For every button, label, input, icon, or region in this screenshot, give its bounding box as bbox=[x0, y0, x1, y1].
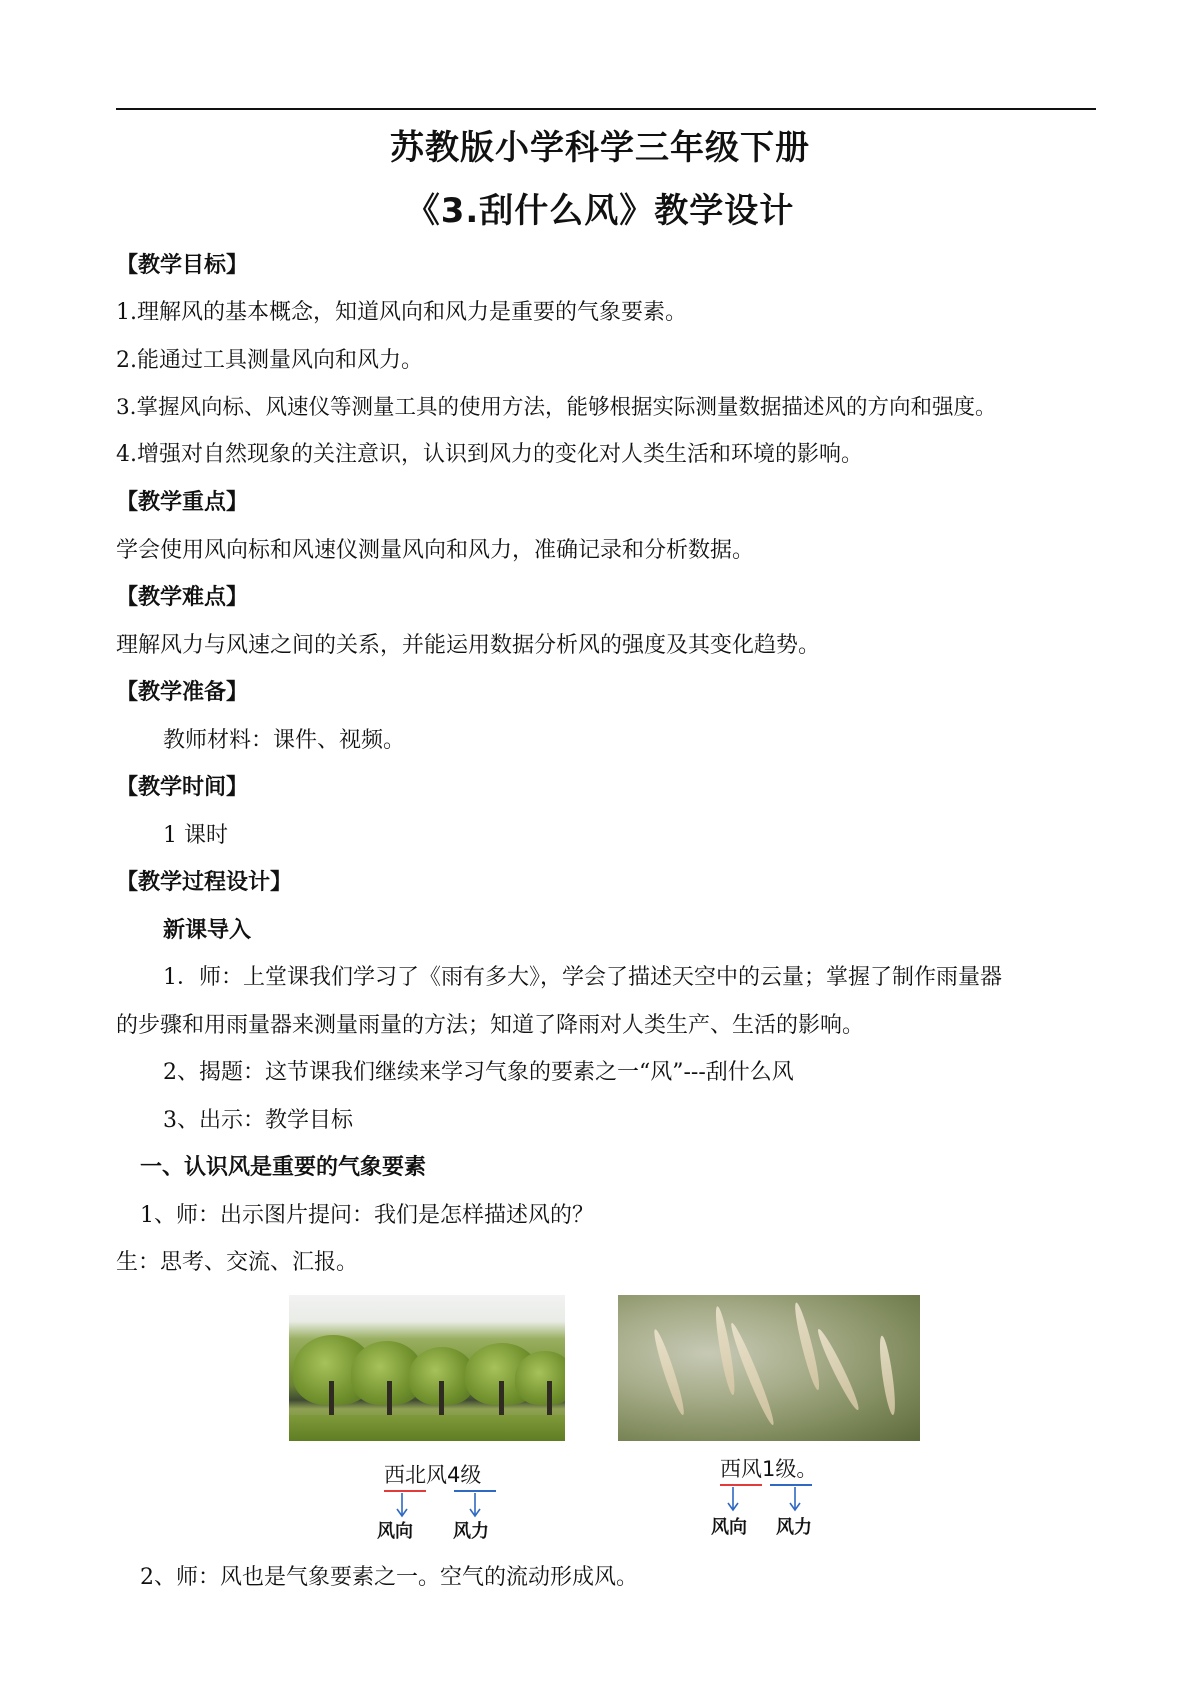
header-rule bbox=[116, 108, 1096, 110]
willow-photo bbox=[289, 1295, 565, 1441]
key-points-text: 学会使用风向标和风速仪测量风向和风力，准确记录和分析数据。 bbox=[116, 538, 755, 563]
time-text: 1 课时 bbox=[163, 823, 228, 848]
down-arrow-icon bbox=[396, 1493, 408, 1519]
process-heading: 【教学过程设计】 bbox=[116, 870, 293, 895]
preparation-heading: 【教学准备】 bbox=[116, 680, 249, 705]
objective-item-4: 4.增强对自然现象的关注意识，认识到风力的变化对人类生活和环境的影响。 bbox=[116, 442, 863, 467]
doc-subtitle: 《3.刮什么风》教学设计 bbox=[405, 191, 795, 231]
section1-item-2: 2、师：风也是气象要素之一。空气的流动形成风。 bbox=[140, 1565, 638, 1590]
direction-underline-right bbox=[720, 1484, 762, 1486]
wind-word-left: 风 bbox=[426, 1463, 447, 1487]
wind-force-left: 4级 bbox=[447, 1463, 482, 1487]
caption-direction-right: 风向 bbox=[711, 1517, 747, 1538]
down-arrow-icon bbox=[789, 1487, 801, 1513]
force-underline-left bbox=[454, 1490, 496, 1492]
objective-item-3: 3.掌握风向标、风速仪等测量工具的使用方法，能够根据实际测量数据描述风的方向和强度。 bbox=[116, 395, 997, 420]
caption-force-left: 风力 bbox=[453, 1521, 489, 1542]
difficulties-text: 理解风力与风速之间的关系，并能运用数据分析风的强度及其变化趋势。 bbox=[116, 633, 821, 658]
direction-underline-left bbox=[384, 1490, 426, 1492]
caption-force-right: 风力 bbox=[776, 1517, 812, 1538]
force-underline-right bbox=[770, 1484, 812, 1486]
intro-item-2: 2、揭题：这节课我们继续来学习气象的要素之一“风”---刮什么风 bbox=[163, 1060, 794, 1085]
wind-force-right: 1级 bbox=[762, 1457, 797, 1481]
down-arrow-icon bbox=[727, 1487, 739, 1513]
intro-item-1a: 1．师：上堂课我们学习了《雨有多大》，学会了描述天空中的云量；掌握了制作雨量器 bbox=[163, 965, 1002, 990]
wind-tail-right: 。 bbox=[796, 1457, 818, 1481]
doc-title: 苏教版小学科学三年级下册 bbox=[390, 128, 810, 168]
wind-label-right bbox=[720, 1456, 817, 1482]
intro-item-3: 3、出示：教学目标 bbox=[163, 1108, 353, 1133]
section1-heading: 一、认识风是重要的气象要素 bbox=[140, 1155, 427, 1180]
time-heading: 【教学时间】 bbox=[116, 775, 249, 800]
wind-label-left bbox=[384, 1462, 481, 1488]
wind-word-right: 风 bbox=[741, 1457, 762, 1481]
section1-item-1: 1、师：出示图片提问：我们是怎样描述风的？ bbox=[140, 1203, 594, 1228]
preparation-text: 教师材料：课件、视频。 bbox=[163, 728, 406, 753]
caption-direction-left: 风向 bbox=[377, 1521, 413, 1542]
down-arrow-icon bbox=[469, 1493, 481, 1519]
reed-photo bbox=[618, 1295, 920, 1441]
key-points-heading: 【教学重点】 bbox=[116, 490, 249, 515]
objectives-heading: 【教学目标】 bbox=[116, 253, 249, 278]
objective-item-2: 2.能通过工具测量风向和风力。 bbox=[116, 348, 423, 373]
objective-item-1: 1.理解风的基本概念，知道风向和风力是重要的气象要素。 bbox=[116, 300, 687, 325]
section1-student: 生：思考、交流、汇报。 bbox=[116, 1250, 359, 1275]
wind-direction-left: 西北 bbox=[384, 1463, 426, 1487]
intro-heading: 新课导入 bbox=[163, 918, 252, 943]
wind-direction-right: 西 bbox=[720, 1457, 741, 1481]
intro-item-1b: 的步骤和用雨量器来测量雨量的方法；知道了降雨对人类生产、生活的影响。 bbox=[116, 1013, 865, 1038]
difficulties-heading: 【教学难点】 bbox=[116, 585, 249, 610]
